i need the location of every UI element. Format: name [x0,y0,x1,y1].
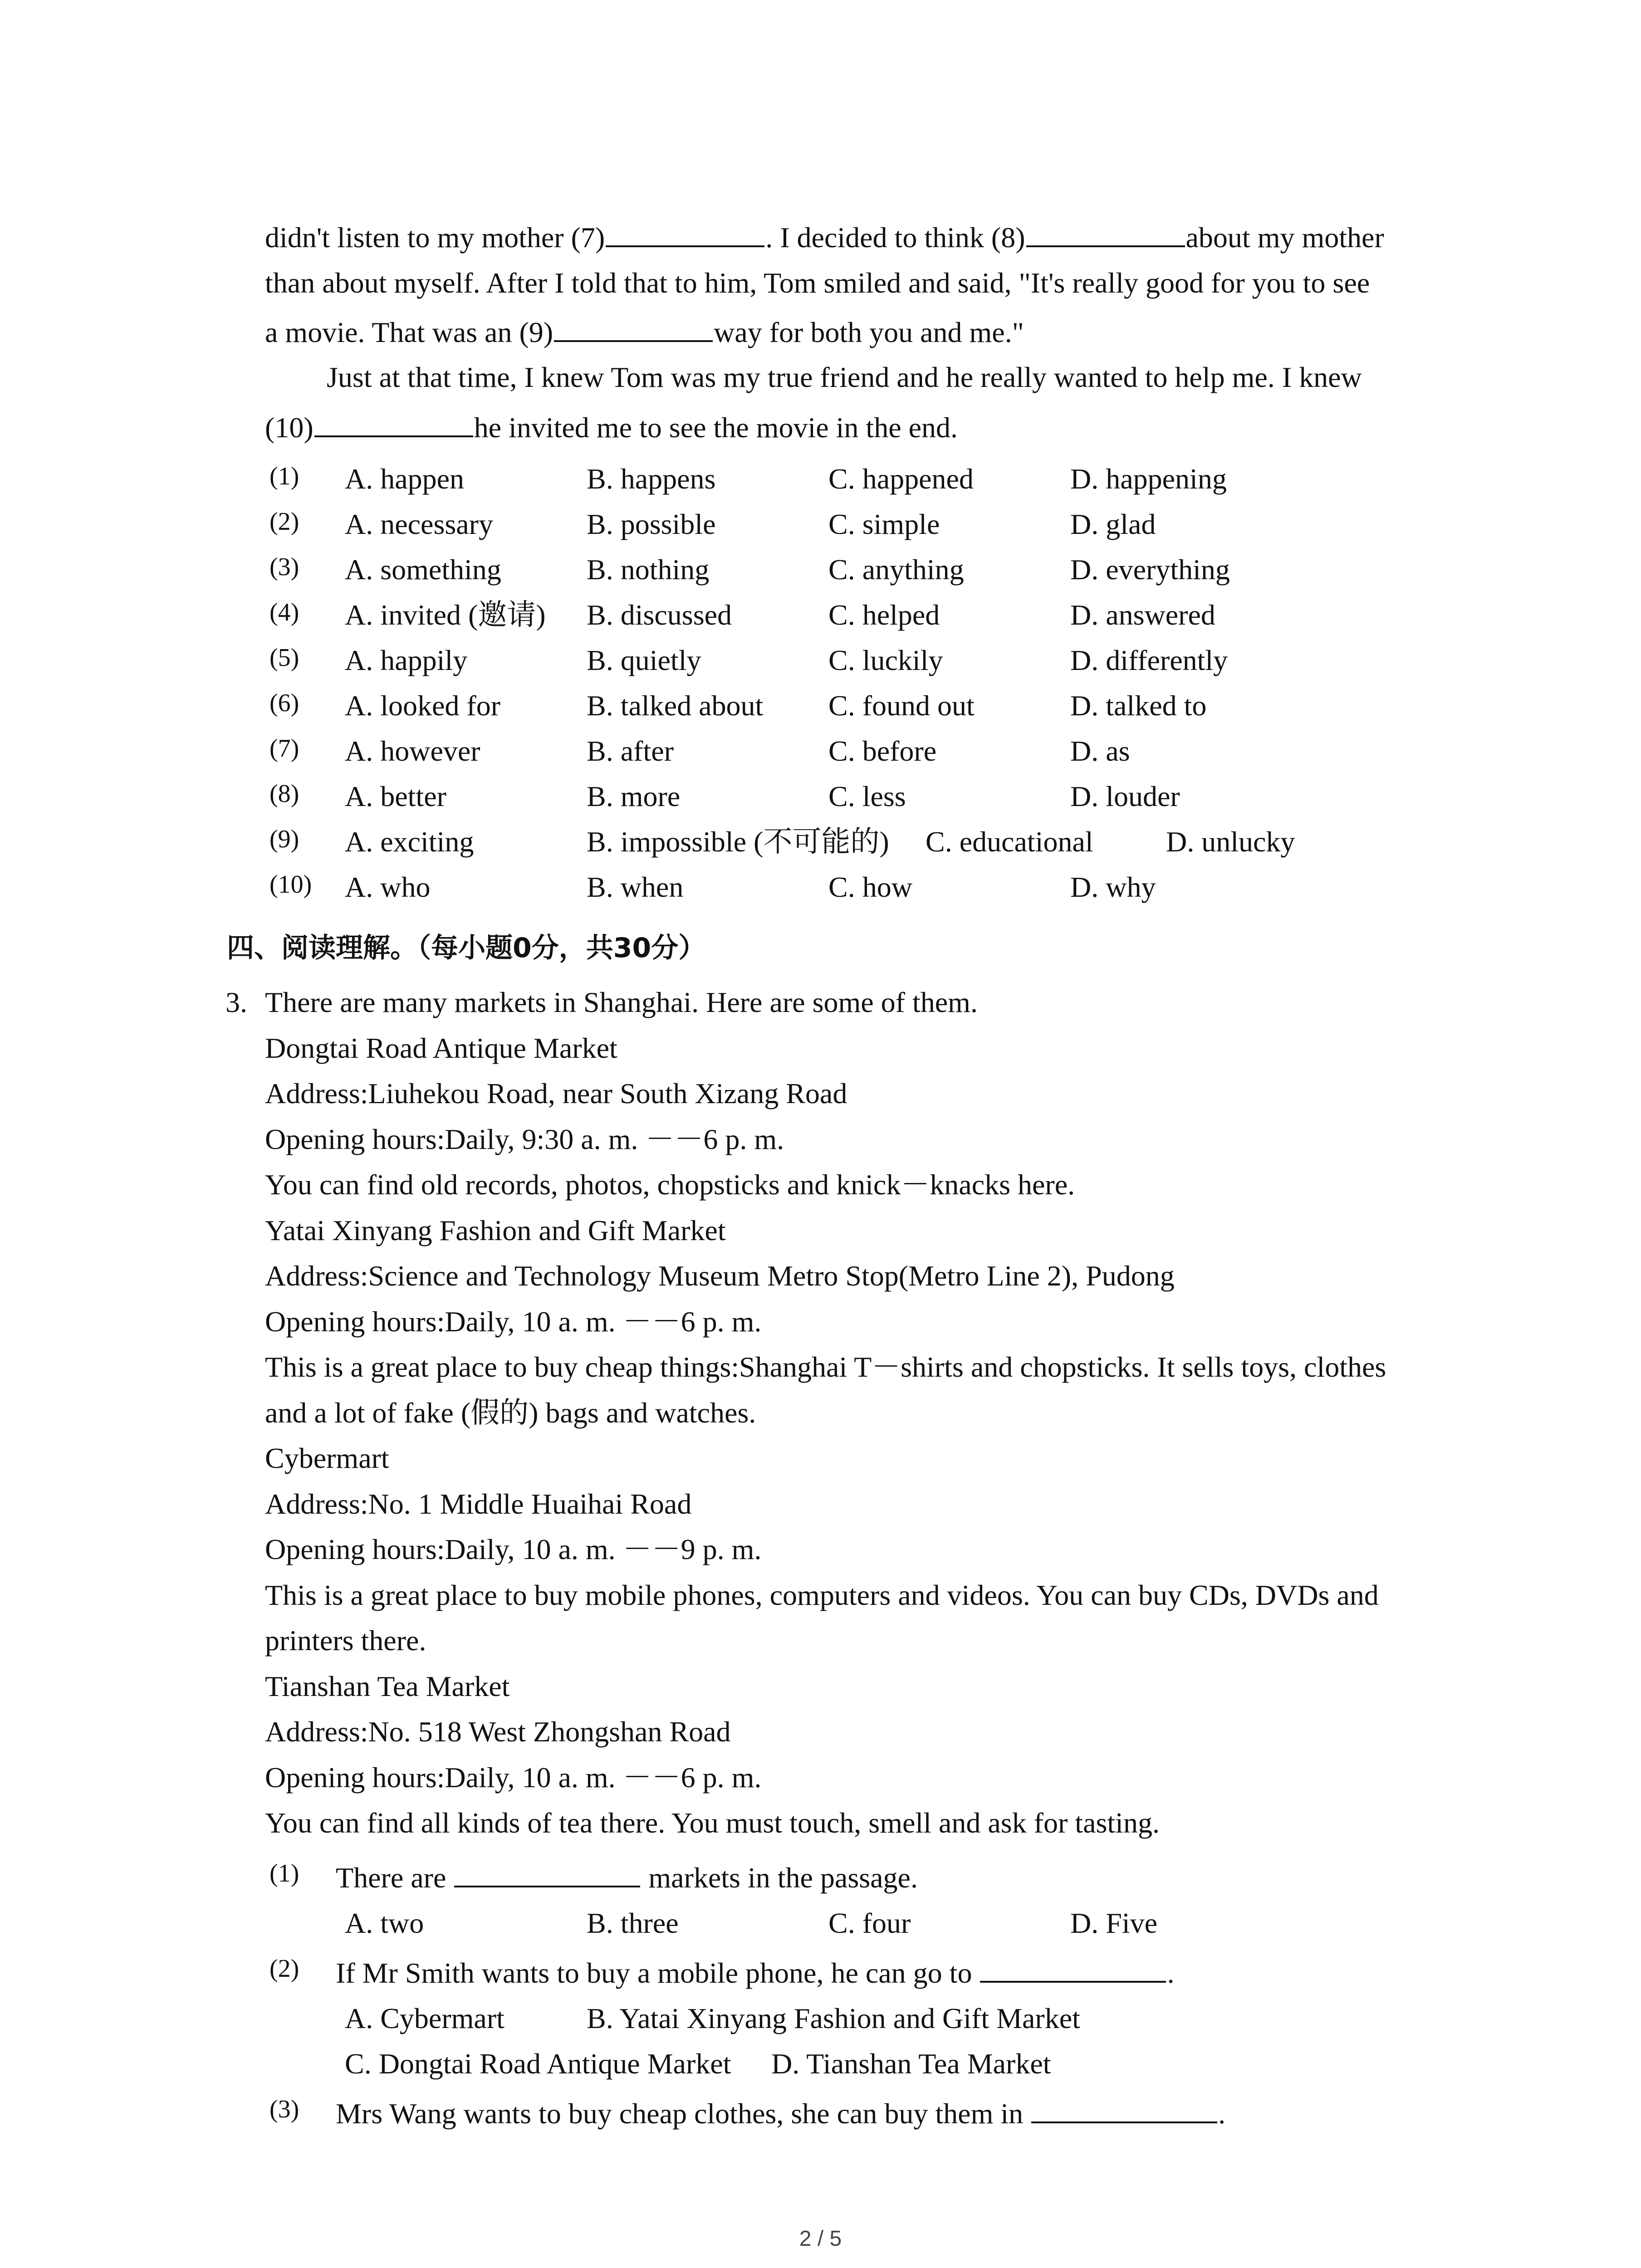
option[interactable]: A. however [345,735,480,767]
option[interactable]: D. differently [1070,644,1228,676]
passage-line: Yatai Xinyang Fashion and Gift Market [265,1214,726,1246]
question-3-number: (3) [269,2095,299,2123]
option[interactable]: B. impossible (不可能的) [587,826,889,858]
question-1-text: There are markets in the passage. [336,1855,918,1901]
option[interactable]: C. luckily [828,644,943,676]
option[interactable]: C. found out [828,689,975,722]
passage-line: Tianshan Tea Market [265,1670,510,1702]
cloze-option-number: (1) [269,462,299,490]
option[interactable]: D. glad [1070,508,1156,540]
passage-line: Address:No. 518 West Zhongshan Road [265,1716,731,1748]
passage-line: Opening hours:Daily, 10 a. m. －－6 p. m. [265,1305,762,1338]
option[interactable]: A. happen [345,463,465,495]
passage-line: You can find old records, photos, chopsticks and knick－knacks here. [265,1168,1075,1201]
page-number: 2 / 5 [799,2227,842,2251]
option[interactable]: C. four [828,1907,911,1939]
option[interactable]: B. when [587,871,684,903]
passage-line: printers there. [265,1624,426,1657]
option[interactable]: B. quietly [587,644,701,676]
option[interactable]: A. exciting [345,826,474,858]
cloze-option-number: (6) [269,689,299,717]
option[interactable]: C. how [828,871,912,903]
option[interactable]: D. happening [1070,463,1227,495]
option[interactable]: C. simple [828,508,940,540]
passage-line: You can find all kinds of tea there. You must touch, smell and ask for tasting. [265,1807,1160,1839]
passage-line: Address:No. 1 Middle Huaihai Road [265,1487,692,1520]
passage-line: Opening hours:Daily, 9:30 a. m. －－6 p. m. [265,1123,784,1155]
cloze-option-number: (10) [269,870,312,899]
cloze-option-number: (4) [269,598,299,626]
option[interactable]: D. as [1070,735,1130,767]
answer-blank-q2[interactable] [980,1951,1166,1983]
question-3-text: Mrs Wang wants to buy cheap clothes, she can buy them in . [336,2091,1225,2136]
option[interactable]: A. invited (邀请) [345,599,546,631]
passage-line: Cybermart [265,1442,389,1474]
answer-blank-8[interactable] [1026,215,1185,247]
option[interactable]: C. educational [926,826,1093,858]
passage-line: Dongtai Road Antique Market [265,1031,617,1064]
answer-blank-10[interactable] [314,406,473,437]
option[interactable]: C. less [828,780,906,812]
cloze-option-number: (2) [269,508,299,536]
cloze-line-5: (10) he invited me to see the movie in the end. [265,405,958,450]
option[interactable]: D. talked to [1070,689,1207,722]
cloze-option-number: (5) [269,644,299,672]
cloze-line-3: a movie. That was an (9) way for both you and me." [265,310,1024,355]
option[interactable]: A. something [345,553,501,586]
question-2-number: (2) [269,1955,299,1983]
option[interactable]: C. helped [828,599,940,631]
passage-line: Opening hours:Daily, 10 a. m. －－6 p. m. [265,1761,762,1794]
option[interactable]: D. Tianshan Tea Market [771,2048,1051,2080]
option[interactable]: A. necessary [345,508,493,540]
section-heading: 四、阅读理解。（每小题0分，共30分） [227,932,706,964]
option[interactable]: D. unlucky [1166,826,1295,858]
question-2-text: If Mr Smith wants to buy a mobile phone, he can go to . [336,1950,1174,1996]
passage-line: and a lot of fake (假的) bags and watches. [265,1396,756,1429]
option[interactable]: A. who [345,871,431,903]
option[interactable]: C. anything [828,553,964,586]
answer-blank-q3[interactable] [1031,2092,1217,2123]
option[interactable]: B. talked about [587,689,764,722]
option[interactable]: B. discussed [587,599,732,631]
option[interactable]: B. nothing [587,553,710,586]
option[interactable]: D. why [1070,871,1156,903]
option[interactable]: C. before [828,735,937,767]
option[interactable]: D. louder [1070,780,1180,812]
option[interactable]: B. Yatai Xinyang Fashion and Gift Market [587,2002,1080,2034]
question-number: 3. [225,986,247,1018]
option[interactable]: D. everything [1070,553,1230,586]
cloze-option-number: (3) [269,553,299,581]
option[interactable]: C. Dongtai Road Antique Market [345,2048,731,2080]
option[interactable]: D. Five [1070,1907,1157,1939]
option[interactable]: A. better [345,780,446,812]
option[interactable]: B. happens [587,463,716,495]
cloze-line-2: than about myself. After I told that to him, Tom smiled and said, "It's really good for you to see [265,267,1370,299]
passage-line: Opening hours:Daily, 10 a. m. －－9 p. m. [265,1533,762,1565]
option[interactable]: A. looked for [345,689,501,722]
option[interactable]: C. happened [828,463,974,495]
cloze-option-number: (9) [269,825,299,853]
answer-blank-7[interactable] [606,215,764,247]
cloze-option-number: (7) [269,734,299,763]
passage-line: This is a great place to buy mobile phones, computers and videos. You can buy CDs, DVDs and [265,1579,1379,1611]
cloze-line-1: didn't listen to my mother (7) . I decided to think (8) about my mother [265,215,1384,260]
answer-blank-9[interactable] [554,310,713,342]
answer-blank-q1[interactable] [454,1856,640,1887]
option[interactable]: B. more [587,780,681,812]
passage-line: This is a great place to buy cheap things:Shanghai T－shirts and chopsticks. It sells toys, clothes [265,1351,1386,1383]
passage-line: Address:Science and Technology Museum Metro Stop(Metro Line 2), Pudong [265,1260,1175,1292]
question-1-number: (1) [269,1859,299,1887]
option[interactable]: A. two [345,1907,424,1939]
cloze-line-4: Just at that time, I knew Tom was my true friend and he really wanted to help me. I knew [327,361,1362,393]
option[interactable]: B. after [587,735,674,767]
option[interactable]: D. answered [1070,599,1215,631]
option[interactable]: A. Cybermart [345,2002,505,2034]
option[interactable]: A. happily [345,644,468,676]
passage-line: Address:Liuhekou Road, near South Xizang Road [265,1077,847,1110]
option[interactable]: B. possible [587,508,716,540]
cloze-option-number: (8) [269,780,299,808]
option[interactable]: B. three [587,1907,679,1939]
passage-line: There are many markets in Shanghai. Here are some of them. [265,986,978,1018]
